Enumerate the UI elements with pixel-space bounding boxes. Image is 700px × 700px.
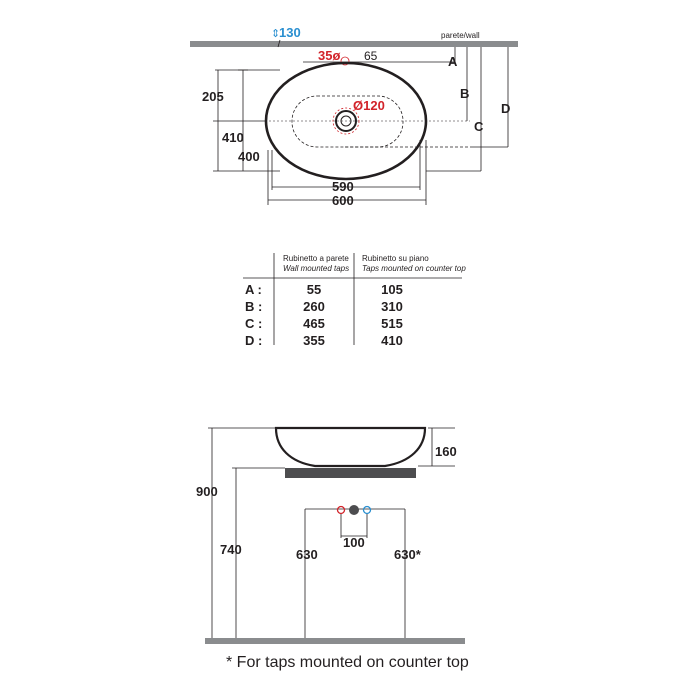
table-row-c-counter: 515 (381, 316, 403, 331)
basin-profile (276, 428, 425, 466)
letter-a: A (448, 54, 458, 69)
dim-160-label: 160 (435, 444, 457, 459)
wall-bar (190, 41, 518, 47)
dim-65-label: 65 (364, 49, 378, 63)
letter-b: B (460, 86, 470, 101)
table-row-b-counter: 310 (381, 299, 403, 314)
table-row-c-label: C : (245, 316, 263, 331)
floor-bar (205, 638, 465, 644)
table-row-a-label: A : (245, 282, 262, 297)
dim-205-label: 205 (202, 89, 224, 104)
table-col2-title: Rubinetto su piano (362, 254, 429, 263)
dim-130-arrow: ⇕ (271, 27, 281, 40)
dim-100-label: 100 (343, 535, 365, 550)
dim-120-label: Ø120 (353, 98, 385, 113)
dim-630-label: 630 (296, 547, 318, 562)
table-col1-sub: Wall mounted taps (283, 264, 350, 273)
table-row-a-counter: 105 (381, 282, 403, 297)
tap-cold (364, 507, 371, 514)
dim-410-label: 410 (222, 130, 244, 145)
table-row-b-wall: 260 (303, 299, 325, 314)
table-row-d-label: D : (245, 333, 263, 348)
dimension-table (243, 253, 466, 348)
dim-630-star-label: 630* (394, 547, 421, 562)
table-col2-sub: Taps mounted on counter top (362, 264, 466, 273)
table-row-a-wall: 55 (306, 282, 322, 297)
letter-d: D (501, 101, 511, 116)
dim-400-label: 400 (238, 149, 260, 164)
dim-35-label: 35ø (318, 48, 341, 63)
counter-top (285, 468, 416, 478)
letter-c: C (474, 119, 484, 134)
dim-590-label: 590 (332, 179, 354, 194)
table-row-b-label: B : (245, 299, 263, 314)
dim-130-label: 130 (279, 25, 301, 40)
wall-label: parete/wall (441, 31, 480, 40)
basin-inner (292, 96, 403, 147)
table-col1-title: Rubinetto a parete (283, 254, 349, 263)
dim-600-label: 600 (332, 193, 354, 208)
table-row-c-wall: 465 (303, 316, 325, 331)
tap-hot (338, 507, 345, 514)
side-view (196, 428, 465, 644)
top-view (190, 25, 518, 208)
table-row-d-counter: 410 (381, 333, 403, 348)
footnote: * For taps mounted on counter top (226, 654, 469, 671)
table-row-d-wall: 355 (303, 333, 325, 348)
dim-740-label: 740 (220, 542, 242, 557)
dim-900-label: 900 (196, 484, 218, 499)
tap-center (349, 505, 359, 515)
